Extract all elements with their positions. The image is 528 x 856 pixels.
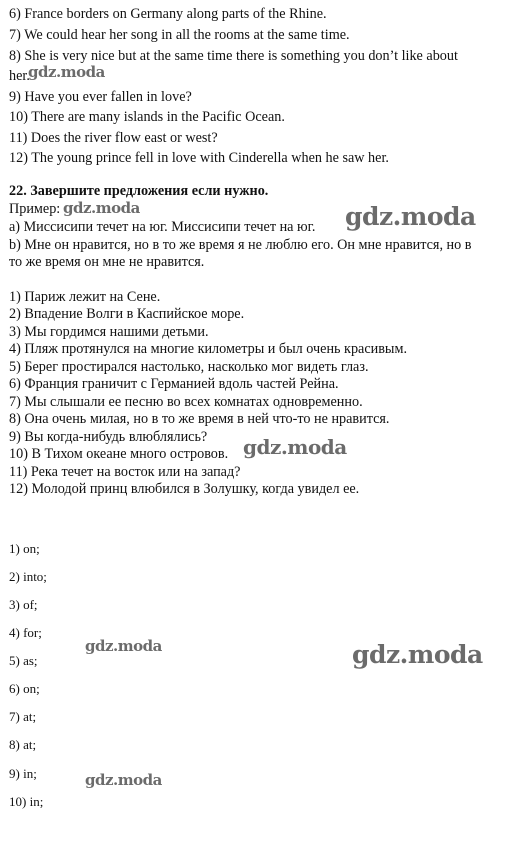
russian-sentence-6: 6) Франция граничит с Германией вдоль частей Рейна.	[9, 376, 339, 392]
russian-sentence-4: 4) Пляж протянулся на многие километры и был очень красивым.	[9, 341, 407, 357]
english-sentence-11: 11) Does the river flow east or west?	[9, 130, 218, 146]
russian-sentence-9: 9) Вы когда-нибудь влюблялись?	[9, 429, 208, 445]
watermark: gdz.moda	[85, 771, 162, 789]
watermark: gdz.moda	[243, 435, 347, 459]
answer-10: 10) in;	[9, 794, 44, 809]
exercise-heading: 22. Завершите предложения если нужно.	[9, 183, 269, 199]
english-sentence-8: 8) She is very nice but at the same time there is something you don’t like about	[9, 48, 458, 64]
answer-5: 5) as;	[9, 653, 38, 668]
example-a: a) Миссисипи течет на юг. Миссисипи течет на юг.	[9, 219, 316, 235]
english-sentence-8-cont: her.	[9, 68, 30, 84]
russian-sentence-7: 7) Мы слышали ее песню во всех комнатах одновременно.	[9, 394, 363, 410]
english-sentence-7: 7) We could hear her song in all the rooms at the same time.	[9, 27, 350, 43]
example-b-line1: b) Мне он нравится, но в то же время я не люблю его. Он мне нравится, но в	[9, 237, 472, 253]
answer-3: 3) of;	[9, 597, 38, 612]
watermark: gdz.moda	[28, 63, 105, 81]
example-b-line2: то же время он мне не нравится.	[9, 254, 205, 270]
russian-sentence-11: 11) Река течет на восток или на запад?	[9, 464, 241, 480]
english-sentence-12: 12) The young prince fell in love with Cinderella when he saw her.	[9, 150, 389, 166]
watermark: gdz.moda	[345, 202, 476, 231]
answer-2: 2) into;	[9, 569, 47, 584]
watermark: gdz.moda	[352, 640, 483, 669]
english-sentence-10: 10) There are many islands in the Pacific Ocean.	[9, 109, 285, 125]
russian-sentence-2: 2) Впадение Волги в Каспийское море.	[9, 306, 245, 322]
russian-sentence-8: 8) Она очень милая, но в то же время в ней что-то не нравится.	[9, 411, 390, 427]
watermark: gdz.moda	[85, 637, 162, 655]
answer-8: 8) at;	[9, 737, 37, 752]
english-sentence-9: 9) Have you ever fallen in love?	[9, 89, 192, 105]
russian-sentence-12: 12) Молодой принц влюбился в Золушку, когда увидел ее.	[9, 481, 360, 497]
russian-sentence-5: 5) Берег простирался настолько, насколько мог видеть глаз.	[9, 359, 369, 375]
answer-9: 9) in;	[9, 766, 37, 781]
example-label: Пример:	[9, 201, 61, 217]
russian-sentence-3: 3) Мы гордимся нашими детьми.	[9, 324, 209, 340]
watermark: gdz.moda	[63, 199, 140, 217]
english-sentence-6: 6) France borders on Germany along parts of the Rhine.	[9, 6, 327, 22]
answer-1: 1) on;	[9, 541, 40, 556]
russian-sentence-1: 1) Париж лежит на Сене.	[9, 289, 161, 305]
russian-sentence-10: 10) В Тихом океане много островов.	[9, 446, 229, 462]
answer-7: 7) at;	[9, 709, 37, 724]
answer-6: 6) on;	[9, 681, 40, 696]
answer-4: 4) for;	[9, 625, 42, 640]
